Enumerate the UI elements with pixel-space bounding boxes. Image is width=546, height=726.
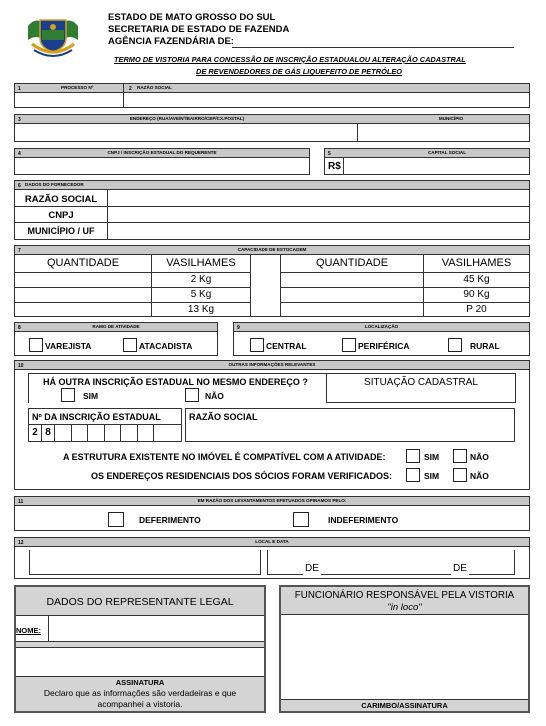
legal-rep-name-label: NOME: — [16, 626, 41, 635]
rural-label: RURAL — [470, 341, 500, 351]
qty-45kg-input[interactable] — [281, 273, 423, 287]
cnpj-label: CNPJ / INSCRIÇÃO ESTADUAL DO REQUERENTE — [107, 150, 217, 155]
header-secretariat: SECRETARIA DE ESTADO DE FAZENDA — [108, 24, 290, 35]
qty-90kg-input[interactable] — [281, 288, 423, 302]
declaration-line2: acompanhei a vistoria. — [97, 699, 183, 709]
official-box — [279, 585, 530, 713]
term-title-line2: DE REVENDEDORES DE GÁS LIQUEFEITO DE PETRÓLEO — [196, 67, 403, 76]
vessel-45kg: 45 Kg — [463, 274, 490, 285]
storage-qtd-header-right: QUANTIDADE — [315, 257, 389, 269]
activity-label: RAMO DE ATIVIDADE — [92, 324, 140, 329]
municipio-input[interactable] — [358, 124, 529, 141]
varejista-checkbox[interactable] — [29, 338, 43, 352]
qty-2kg-input[interactable] — [15, 273, 151, 287]
legal-representative-box — [14, 585, 266, 713]
vessel-5kg: 5 Kg — [190, 289, 212, 300]
header-agency: AGÊNCIA FAZENDÁRIA DE: — [108, 36, 234, 47]
address-input[interactable] — [15, 124, 357, 141]
vessel-p20: P 20 — [466, 304, 487, 315]
legal-rep-signature-area[interactable] — [16, 647, 264, 677]
section-storage — [14, 245, 530, 317]
atacadista-label: ATACADISTA — [139, 341, 193, 351]
razao-social-input[interactable] — [124, 93, 529, 107]
addresses-no-checkbox[interactable] — [453, 468, 467, 482]
section-3-number: 3 — [18, 117, 21, 123]
month-input[interactable] — [321, 550, 451, 575]
supplier-razao-input[interactable] — [108, 190, 529, 206]
vessel-90kg: 90 Kg — [463, 289, 490, 300]
section-8-number: 8 — [18, 325, 21, 331]
situacao-cadastral-label: SITUAÇÃO CADASTRAL — [364, 377, 478, 388]
periferica-label: PERIFÉRICA — [358, 341, 410, 351]
supplier-razao-label: RAZÃO SOCIAL — [24, 194, 98, 205]
coat-of-arms-logo — [22, 14, 84, 62]
declaration-line1: Declaro que as informações são verdadeiras e que — [43, 688, 237, 698]
section-9-number: 9 — [237, 325, 240, 331]
structure-no-label: NÃO — [470, 452, 489, 462]
section-11-number: 11 — [18, 499, 24, 505]
qty-5kg-input[interactable] — [15, 288, 151, 302]
deferimento-label: DEFERIMENTO — [139, 515, 201, 525]
other-razao-social-box[interactable] — [185, 408, 515, 442]
term-title-line1: TERMO DE VISTORIA PARA CONCESSÃO DE INSCRIÇÃO ESTADUALOU ALTERAÇÃO CADASTRAL — [114, 55, 466, 64]
section-location — [233, 322, 530, 356]
date-de-2: DE — [453, 563, 467, 574]
process-input[interactable] — [15, 93, 123, 107]
place-date-label: LOCAL E DATA — [255, 539, 289, 544]
storage-vas-header-right: VASILHAMES — [441, 257, 512, 269]
other-razao-social-label: RAZÃO SOCIAL — [189, 412, 258, 422]
opinion-label: EM RAZÃO DOS LEVANTAMENTOS EFETUADOS OPINAMOS PELO: — [197, 498, 347, 503]
rural-checkbox[interactable] — [448, 338, 462, 352]
yes-label: SIM — [83, 391, 99, 401]
supplier-municipio-input[interactable] — [108, 223, 529, 239]
section-other-info — [14, 360, 530, 490]
vessel-2kg: 2 Kg — [190, 274, 212, 285]
agency-field-line — [232, 47, 514, 48]
currency-symbol: R$ — [328, 161, 341, 172]
addresses-question: OS ENDEREÇOS RESIDENCIAIS DOS SÓCIOS FORAM VERIFICADOS: — [91, 471, 393, 481]
section-address — [14, 114, 530, 142]
section-place-date — [14, 537, 530, 579]
year-input[interactable] — [469, 550, 515, 575]
structure-yes-checkbox[interactable] — [406, 449, 420, 463]
address-label: ENDEREÇO (RUA/AVE/Nº/BAIRRO/CEP/CX.POSTAL) — [129, 116, 245, 121]
date-de-1: DE — [305, 563, 319, 574]
section-1-number: 1 — [18, 86, 21, 92]
supplier-cnpj-input[interactable] — [108, 207, 529, 222]
vessel-13kg: 13 Kg — [187, 304, 215, 315]
other-info-label: OUTRAS INFORMAÇÕES RELEVANTES — [228, 362, 316, 367]
official-subtitle: "in loco" — [387, 602, 422, 613]
section-12-number: 12 — [18, 540, 24, 546]
structure-yes-label: SIM — [424, 452, 440, 462]
addresses-yes-checkbox[interactable] — [406, 468, 420, 482]
section-5-number: 5 — [328, 151, 331, 157]
section-opinion — [14, 496, 530, 531]
inscription-digit-2: 8 — [45, 427, 51, 438]
legal-rep-title: DADOS DO REPRESENTANTE LEGAL — [46, 596, 234, 608]
other-inscription-no-checkbox[interactable] — [185, 388, 199, 402]
other-inscription-yes-checkbox[interactable] — [61, 388, 75, 402]
central-checkbox[interactable] — [250, 338, 264, 352]
central-label: CENTRAL — [266, 341, 307, 351]
storage-label: CAPACIDADE DE ESTOCAGEM — [237, 247, 307, 252]
periferica-checkbox[interactable] — [342, 338, 356, 352]
header-state: ESTADO DE MATO GROSSO DO SUL — [108, 12, 276, 23]
other-inscription-box — [28, 373, 326, 403]
situacao-cadastral-box[interactable] — [326, 373, 516, 403]
section-7-number: 7 — [18, 248, 21, 254]
process-label: PROCESSO Nº — [61, 85, 94, 90]
section-process — [14, 83, 530, 108]
section-2-number: 2 — [129, 86, 132, 92]
official-stamp-area[interactable] — [281, 614, 528, 700]
storage-qtd-header-left: QUANTIDADE — [46, 257, 120, 269]
supplier-municipio-label: MUNICÍPIO / UF — [27, 226, 95, 236]
capital-label: CAPITAL SOCIAL — [427, 150, 467, 155]
structure-question: A ESTRUTURA EXISTENTE NO IMÓVEL É COMPATÍVEL COM A ATIVIDADE: — [63, 452, 386, 462]
atacadista-checkbox[interactable] — [123, 338, 137, 352]
indeferimento-checkbox[interactable] — [293, 512, 309, 527]
indeferimento-label: INDEFERIMENTO — [328, 515, 399, 525]
stamp-signature-label: CARIMBO/ASSINATURA — [361, 701, 448, 710]
qty-p20-input[interactable] — [281, 303, 423, 316]
legal-rep-name-input[interactable] — [48, 616, 264, 641]
section-supplier — [14, 180, 530, 240]
qty-13kg-input[interactable] — [15, 303, 151, 316]
section-activity — [14, 322, 218, 356]
section-cnpj — [14, 148, 310, 175]
storage-vas-header-left: VASILHAMES — [166, 257, 236, 269]
section-capital — [324, 148, 530, 175]
section-6-number: 6 — [18, 183, 21, 189]
supplier-label: DADOS DO FORNECEDOR — [25, 182, 84, 187]
deferimento-checkbox[interactable] — [108, 512, 124, 527]
inscription-number-label: Nº DA INSCRIÇÃO ESTADUAL — [32, 412, 161, 422]
legal-rep-name-row — [16, 615, 264, 642]
section-4-number: 4 — [18, 151, 21, 157]
varejista-label: VAREJISTA — [45, 341, 92, 351]
supplier-cnpj-label: CNPJ — [48, 210, 74, 221]
no-label: NÃO — [205, 391, 224, 401]
municipio-label: MUNICÍPIO — [438, 116, 464, 121]
cnpj-input[interactable] — [15, 158, 309, 174]
inscription-number-box — [28, 408, 182, 442]
capital-input[interactable] — [344, 158, 529, 174]
official-title: FUNCIONÁRIO RESPONSÁVEL PELA VISTORIA — [294, 590, 515, 601]
inscription-digit-1: 2 — [32, 427, 38, 438]
razao-social-label: RAZÃO SOCIAL — [137, 85, 172, 90]
structure-no-checkbox[interactable] — [453, 449, 467, 463]
addresses-yes-label: SIM — [424, 471, 440, 481]
addresses-no-label: NÃO — [470, 471, 489, 481]
day-input[interactable] — [267, 550, 303, 575]
other-inscription-question: HÁ OUTRA INSCRIÇÃO ESTADUAL NO MESMO ENDEREÇO ? — [43, 377, 308, 387]
inscription-digits-input[interactable] — [55, 425, 181, 441]
section-10-number: 10 — [18, 363, 24, 369]
location-label: LOCALIZAÇÃO — [364, 324, 399, 329]
place-input[interactable] — [29, 550, 261, 575]
signature-label: ASSINATURA — [115, 678, 165, 687]
